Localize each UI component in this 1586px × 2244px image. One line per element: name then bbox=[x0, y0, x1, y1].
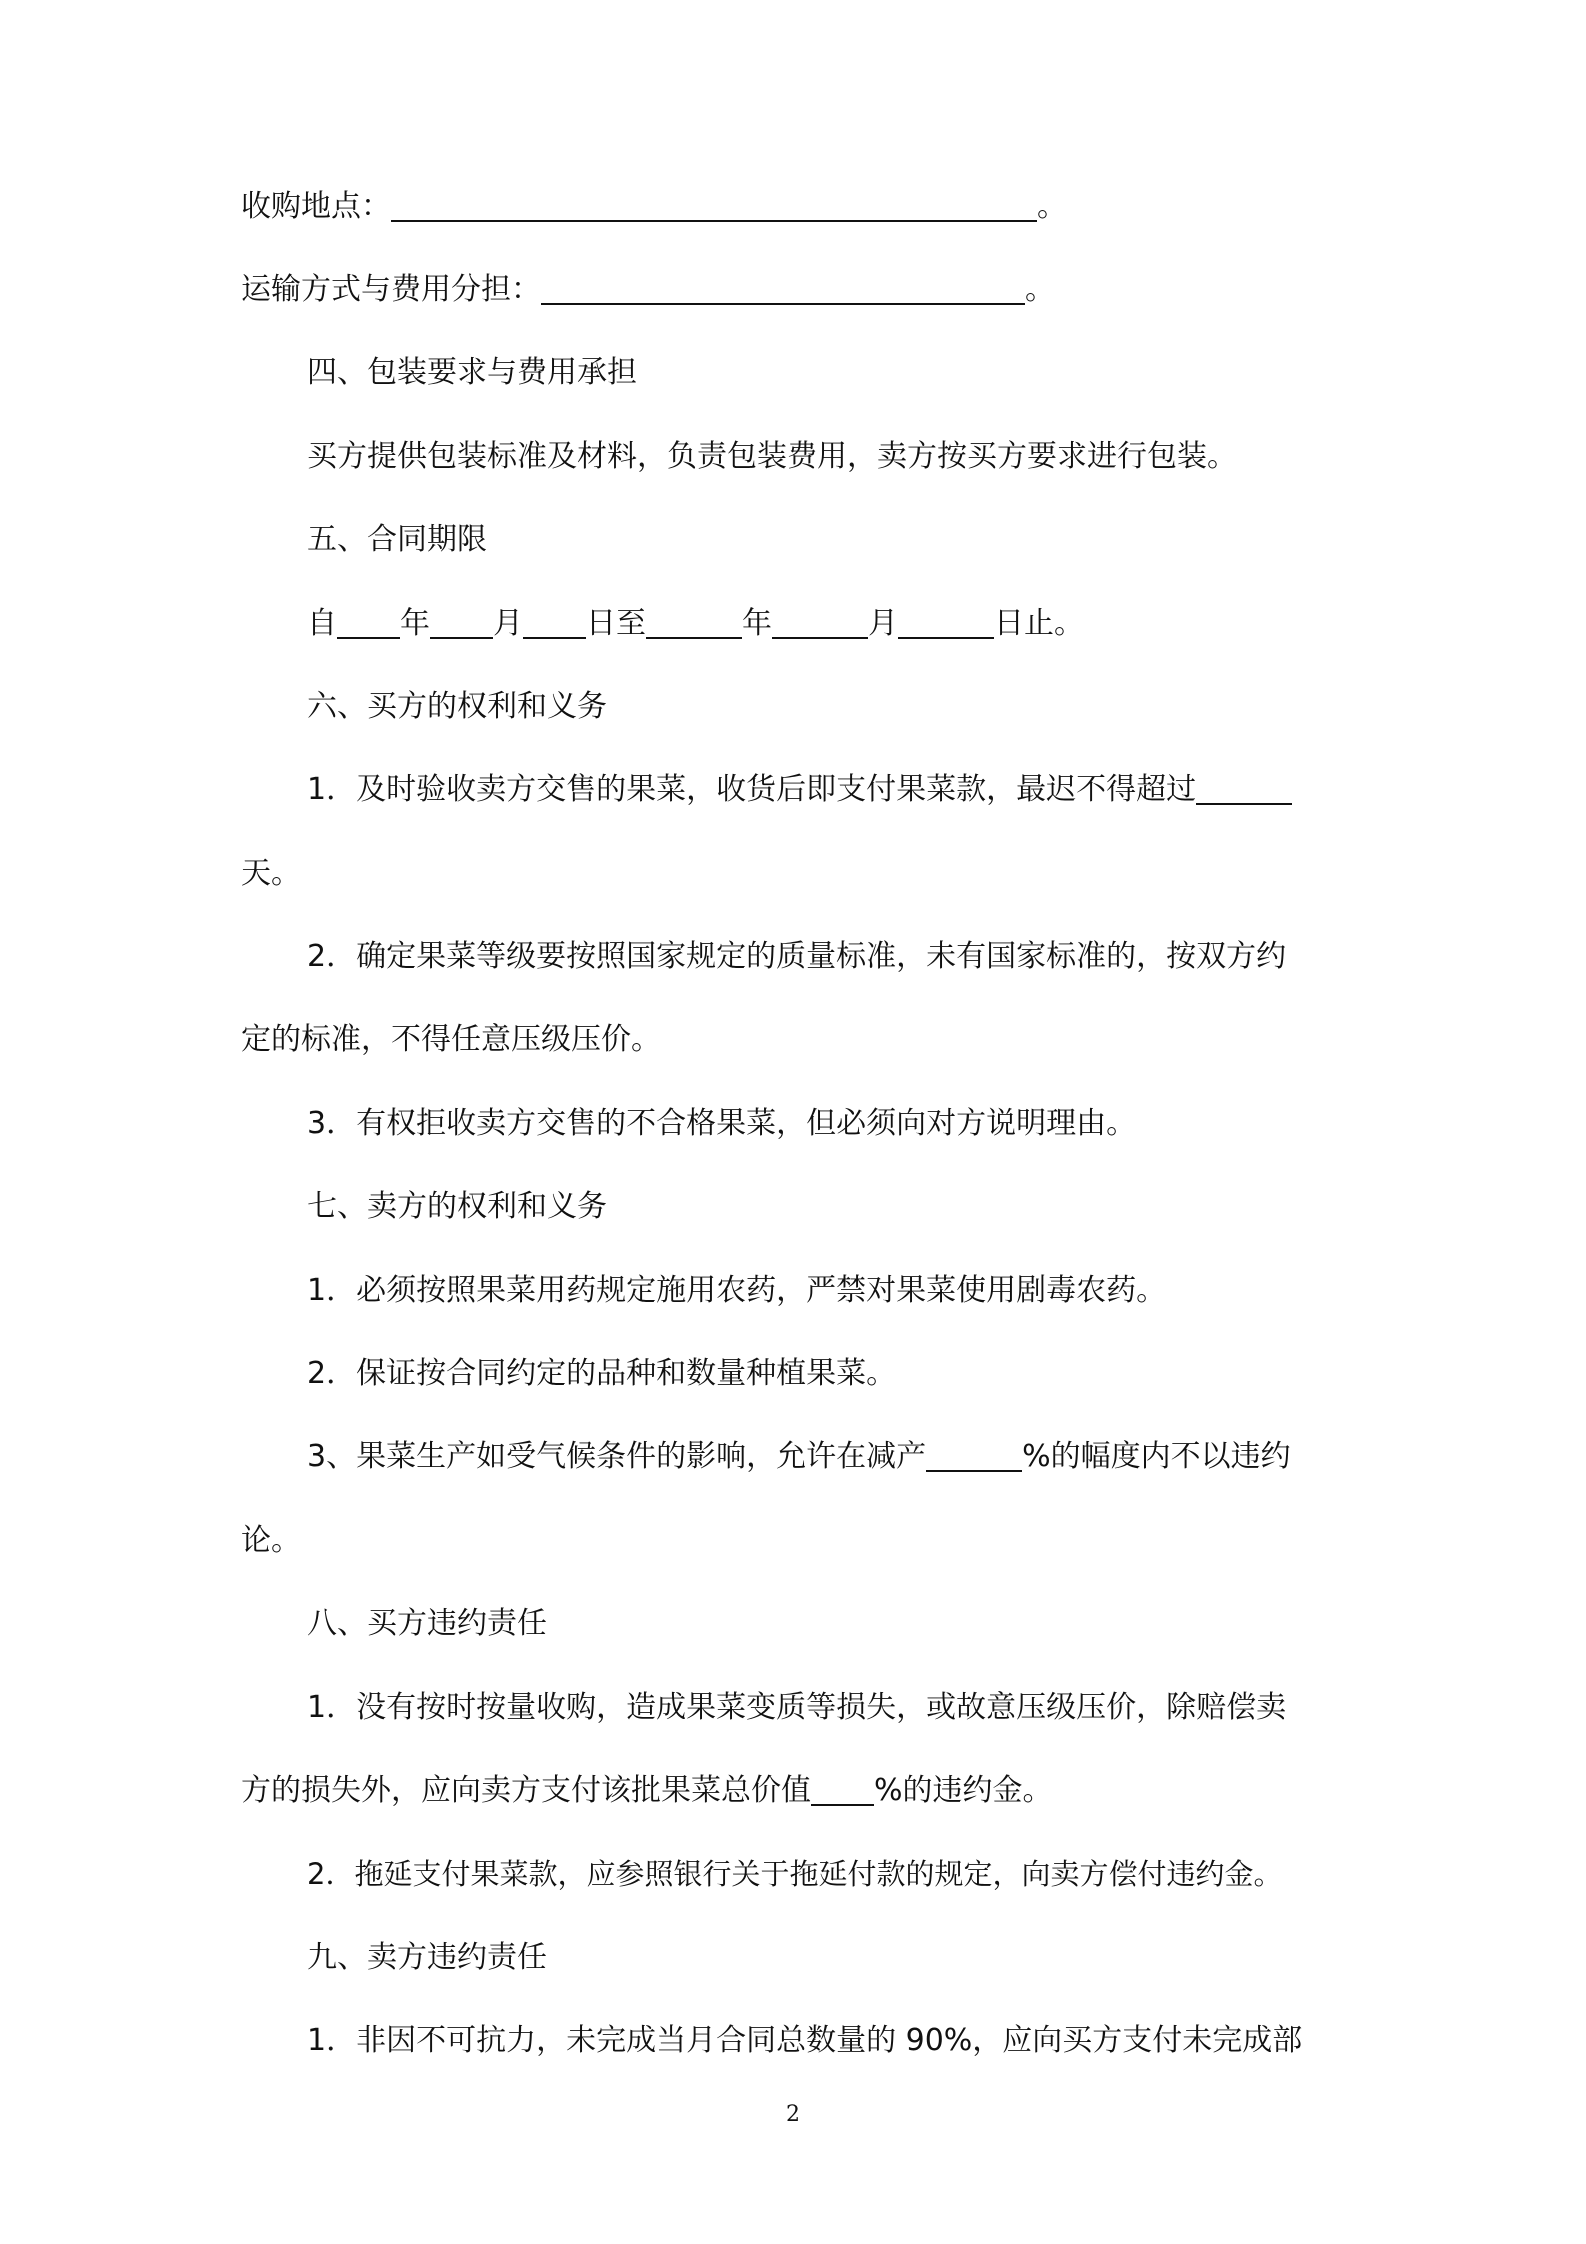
paragraph-text: %的幅度内不以违约 bbox=[1022, 1439, 1291, 1474]
paragraph-line: 2．拖延支付果菜款，应参照银行关于拖延付款的规定，向卖方偿付违约金。 bbox=[307, 1857, 1283, 1891]
purchase-location-line bbox=[241, 187, 1067, 227]
section-heading: 五、合同期限 bbox=[307, 522, 487, 557]
end-year-blank bbox=[646, 607, 742, 639]
page-number: 2 bbox=[786, 2102, 800, 2127]
payment-days-blank bbox=[1196, 773, 1292, 805]
text-fragment: 日至 bbox=[586, 606, 646, 641]
section-heading: 六、买方的权利和义务 bbox=[307, 689, 607, 724]
text-fragment: 自 bbox=[307, 606, 337, 641]
paragraph-line bbox=[307, 770, 1292, 810]
start-year-blank bbox=[337, 607, 400, 639]
paragraph-line: 论。 bbox=[241, 1523, 301, 1558]
paragraph-text: %的违约金。 bbox=[874, 1773, 1053, 1808]
paragraph-line: 1．非因不可抗力，未完成当月合同总数量的 90%，应向买方支付未完成部 bbox=[307, 2023, 1303, 2058]
paragraph-line: 买方提供包装标准及材料，负责包装费用，卖方按买方要求进行包装。 bbox=[307, 439, 1237, 474]
paragraph-text: 3、果菜生产如受气候条件的影响，允许在减产 bbox=[307, 1439, 927, 1474]
paragraph-line: 定的标准，不得任意压级压价。 bbox=[241, 1022, 661, 1057]
text-fragment: 月 bbox=[868, 606, 898, 641]
paragraph-line: 1．必须按照果菜用药规定施用农药，严禁对果菜使用剧毒农药。 bbox=[307, 1273, 1167, 1308]
paragraph-text: 方的损失外，应向卖方支付该批果菜总价值 bbox=[241, 1773, 811, 1808]
section-heading: 七、卖方的权利和义务 bbox=[307, 1189, 607, 1224]
purchase-location-label: 收购地点： bbox=[241, 189, 391, 224]
yield-reduction-percent-blank bbox=[926, 1440, 1022, 1472]
text-fragment: 日止。 bbox=[994, 606, 1084, 641]
transport-blank bbox=[541, 273, 1025, 305]
paragraph-line: 2．确定果菜等级要按照国家规定的质量标准，未有国家标准的，按双方约 bbox=[307, 939, 1287, 974]
section-heading: 八、买方违约责任 bbox=[307, 1606, 547, 1641]
section-heading: 九、卖方违约责任 bbox=[307, 1940, 547, 1975]
penalty-percent-blank bbox=[811, 1774, 874, 1806]
line-end-mark: 。 bbox=[1037, 189, 1067, 224]
paragraph-line: 2．保证按合同约定的品种和数量种植果菜。 bbox=[307, 1356, 897, 1391]
paragraph-line: 3．有权拒收卖方交售的不合格果菜，但必须向对方说明理由。 bbox=[307, 1106, 1137, 1141]
paragraph-line: 天。 bbox=[241, 856, 301, 891]
contract-period-line bbox=[307, 604, 1084, 644]
section-heading: 四、包装要求与费用承担 bbox=[307, 355, 637, 390]
end-day-blank bbox=[898, 607, 994, 639]
text-fragment: 月 bbox=[493, 606, 523, 641]
start-month-blank bbox=[430, 607, 493, 639]
transport-label: 运输方式与费用分担： bbox=[241, 272, 541, 307]
paragraph-text: 1．及时验收卖方交售的果菜，收货后即支付果菜款，最迟不得超过 bbox=[307, 772, 1197, 807]
text-fragment: 年 bbox=[742, 606, 772, 641]
end-month-blank bbox=[772, 607, 868, 639]
paragraph-line: 1．没有按时按量收购，造成果菜变质等损失，或故意压级压价，除赔偿卖 bbox=[307, 1690, 1287, 1725]
transport-line bbox=[241, 270, 1055, 310]
purchase-location-blank bbox=[391, 190, 1037, 222]
text-fragment: 年 bbox=[400, 606, 430, 641]
line-end-mark: 。 bbox=[1025, 272, 1055, 307]
start-day-blank bbox=[523, 607, 586, 639]
paragraph-line bbox=[241, 1771, 1053, 1811]
paragraph-line bbox=[307, 1437, 1291, 1477]
